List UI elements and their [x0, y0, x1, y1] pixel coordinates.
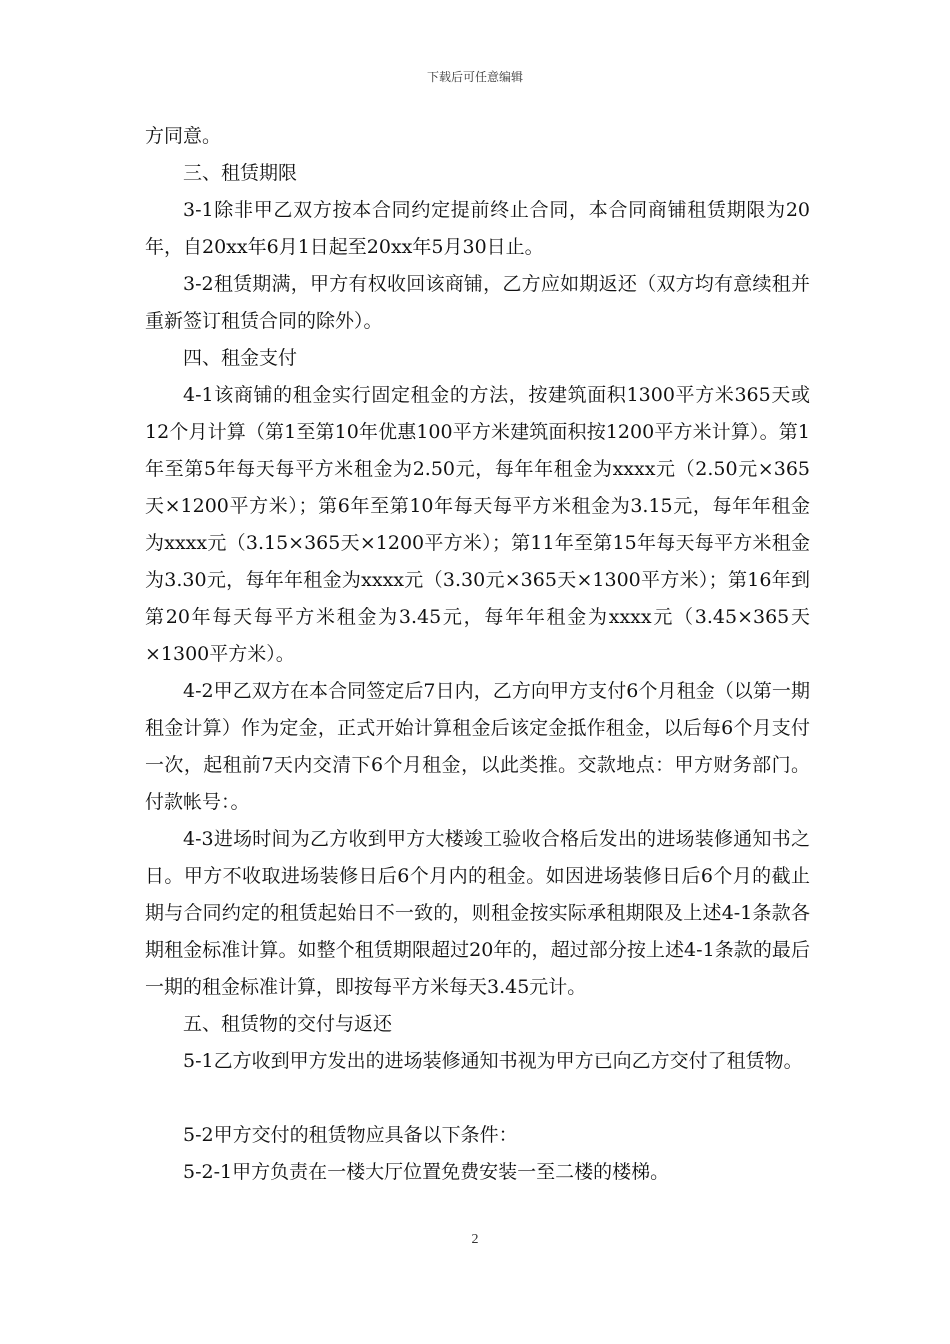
- document-body: [145, 118, 810, 1191]
- clause-5-2-1: 5-2-1甲方负责在一楼大厅位置免费安装一至二楼的楼梯。: [183, 1161, 670, 1183]
- clause-4-3: 4-3进场时间为乙方收到甲方大楼竣工验收合格后发出的进场装修通知书之日。甲方不收取进场装修日后6个月内的租金。如因进场装修日后6个月的截止期与合同约定的租赁起始日不一致的，则租金按实际承租期限及上述4-1条款各期租金标准计算。如整个租赁期限超过20年的，超过部分按上述4-1条款的最后一期的租金标准计算，即按每平方米每天3.45元计。: [145, 828, 810, 998]
- clause-4-2: 4-2甲乙双方在本合同签定后7日内，乙方向甲方支付6个月租金（以第一期租金计算）作为定金，正式开始计算租金后该定金抵作租金，以后每6个月支付一次，起租前7天内交清下6个月租金，以此类推。交款地点：甲方财务部门。付款帐号：。: [145, 680, 810, 813]
- page-header: 下载后可任意编辑: [426, 70, 523, 84]
- section-heading-rent-payment: 四、租金支付: [183, 347, 298, 369]
- clause-5-2: 5-2甲方交付的租赁物应具备以下条件：: [183, 1124, 518, 1146]
- clause-3-2: 3-2租赁期满，甲方有权收回该商铺，乙方应如期返还（双方均有意续租并重新签订租赁合同的除外）。: [145, 273, 810, 332]
- page-number: 2: [471, 1232, 479, 1247]
- clause-4-1: 4-1该商铺的租金实行固定租金的方法，按建筑面积1300平方米365天或12个月计算（第1至第10年优惠100平方米建筑面积按1200平方米计算）。第1年至第5年每天每平方米租金为2.50元，每年年租金为xxxx元（2.50元×365天×1200平方米）；第6年至第10年每天每平方米租金为3.15元，每年年租金为xxxx元（3.15×365天×1200平方米）；第11年至第15年每天每平方米租金为3.30元，每年年租金为xxxx元（3.30元×365天×1300平方米）；第16年到第20年每天每平方米租金为3.45元，每年年租金为xxxx元（3.45×365天×1300平方米）。: [145, 384, 810, 665]
- clause-5-1: 5-1乙方收到甲方发出的进场装修通知书视为甲方已向乙方交付了租赁物。: [183, 1050, 803, 1072]
- section-heading-lease-term: 三、租赁期限: [183, 162, 298, 184]
- paragraph-spacer: [145, 1080, 810, 1117]
- clause-3-1: 3-1除非甲乙双方按本合同约定提前终止合同，本合同商铺租赁期限为20年，自20xx年6月1日起至20xx年5月30日止。: [145, 199, 810, 258]
- paragraph-continuation: 方同意。: [145, 125, 222, 147]
- section-heading-delivery-return: 五、租赁物的交付与返还: [183, 1013, 393, 1035]
